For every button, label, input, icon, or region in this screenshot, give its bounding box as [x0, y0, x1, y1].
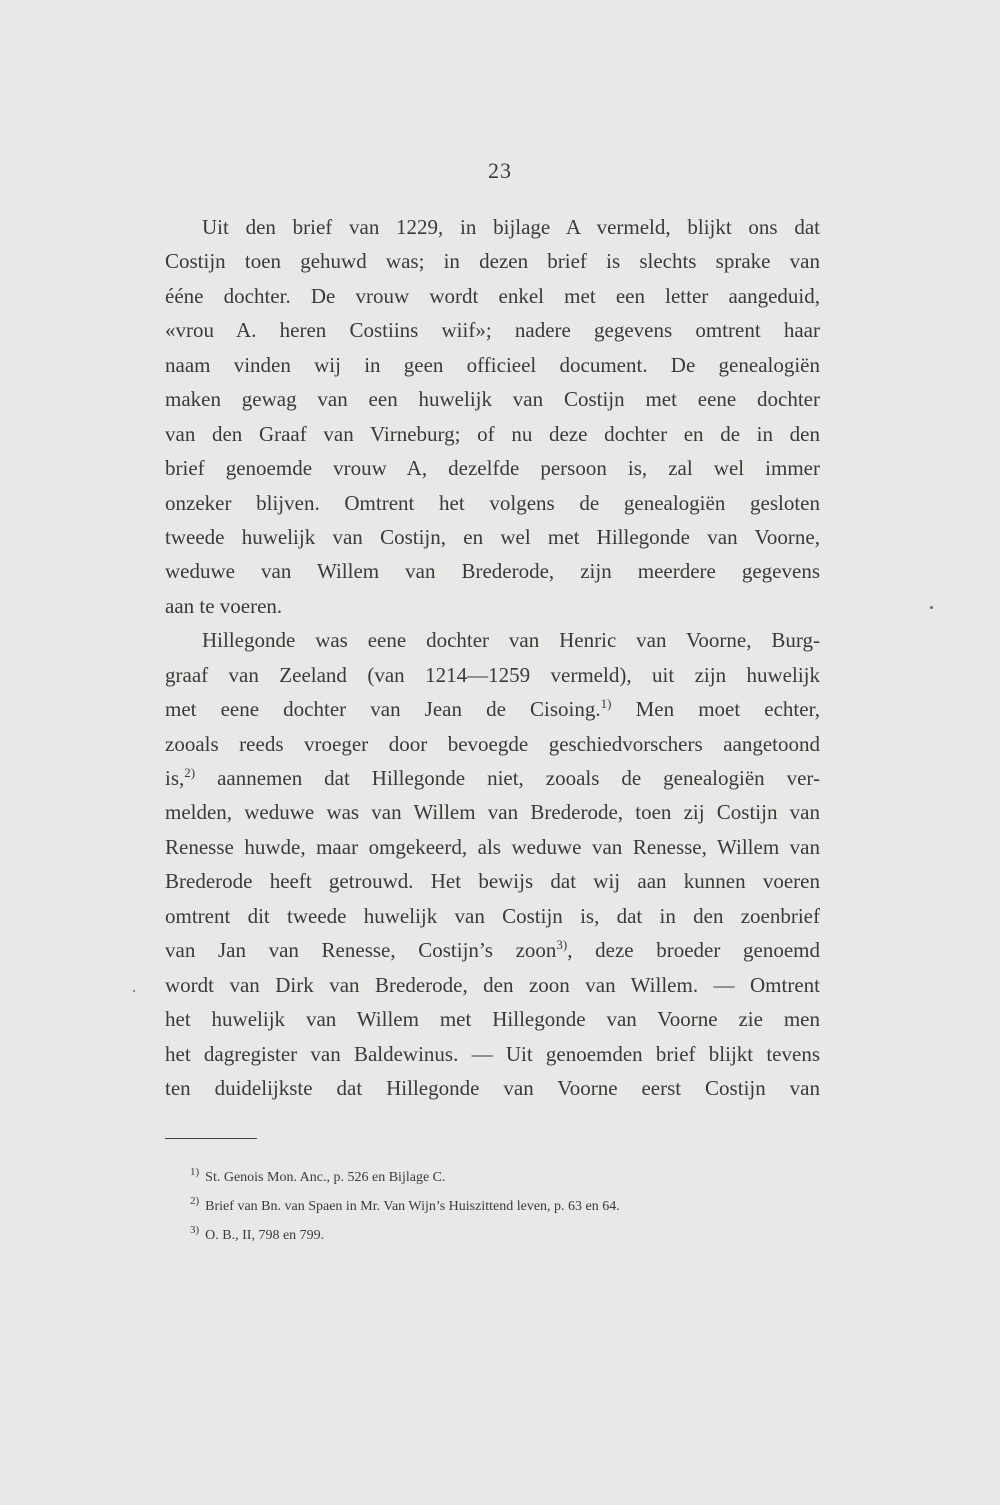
footnote-text: St. Genois Mon. Anc., p. 526 en Bijlage C.	[205, 1170, 446, 1185]
footnote-mark: 3)	[190, 1224, 200, 1237]
footnote-mark: 2)	[190, 1195, 200, 1208]
body-text	[165, 210, 820, 1105]
text-line: het huwelijk van Willem met Hillegonde van Voorne zie men	[165, 1007, 820, 1032]
text-line: brief genoemde vrouw A, dezelfde persoon is, zal wel immer	[165, 456, 820, 481]
text-line: aan te voeren.	[165, 593, 283, 618]
scan-speck	[930, 606, 933, 609]
text-segment: Men moet echter,	[611, 697, 820, 722]
text-line: Hillegonde was eene dochter van Henric van Voorne, Burg-	[202, 628, 820, 653]
text-line: Uit den brief van 1229, in bijlage A vermeld, blijkt ons dat	[202, 215, 820, 239]
footnote-text: Brief van Bn. van Spaen in Mr. Van Wijn’s Huiszittend leven, p. 63 en 64.	[205, 1199, 620, 1214]
text-line: ten duidelijkste dat Hillegonde van Voorne eerst Costijn van	[165, 1075, 820, 1100]
note-mark: 3)	[556, 937, 568, 953]
note-mark: 2)	[184, 765, 196, 780]
footnote-text: O. B., II, 798 en 799.	[205, 1228, 325, 1243]
text-line: naam vinden wij in geen officieel document. De genealogiën	[165, 352, 820, 377]
text-line: «vrou A. heren Costiins wiif»; nadere gegevens omtrent haar	[165, 318, 820, 343]
footnote-item	[190, 1163, 830, 1192]
text-line: wordt van Dirk van Brederode, den zoon van Willem. — Omtrent	[165, 972, 820, 997]
text-segment: met eene dochter van Jean de Cisoing.	[165, 697, 601, 722]
text-line: maken gewag van een huwelijk van Costijn met eene dochter	[165, 387, 820, 412]
text-line: Brederode heeft getrouwd. Het bewijs dat wij aan kunnen voeren	[165, 869, 820, 894]
footnotes	[190, 1163, 830, 1250]
text-segment: aannemen dat Hillegonde niet, zooals de genealogiën ver-	[195, 766, 820, 790]
text-line: Costijn toen gehuwd was; in dezen brief is slechts sprake van	[165, 249, 820, 274]
text-line-with-note	[165, 933, 820, 967]
text-line: weduwe van Willem van Brederode, zijn meerdere gegevens	[165, 559, 820, 584]
footnote-item	[190, 1192, 830, 1221]
footnote-item	[190, 1221, 830, 1250]
text-line: het dagregister van Baldewinus. — Uit genoemden brief blijkt tevens	[165, 1041, 820, 1066]
text-segment: is,	[165, 766, 185, 790]
text-line: zooals reeds vroeger door bevoegde geschiedvorschers aangetoond	[165, 731, 820, 756]
text-segment: , deze broeder genoemd	[567, 938, 820, 963]
note-mark: 1)	[600, 696, 612, 712]
footnote-rule	[165, 1138, 257, 1139]
scan-speck	[133, 990, 135, 992]
text-line: ééne dochter. De vrouw wordt enkel met een letter aangeduid,	[165, 283, 820, 308]
text-line: tweede huwelijk van Costijn, en wel met Hillegonde van Voorne,	[165, 524, 820, 549]
text-line: onzeker blijven. Omtrent het volgens de genealogiën gesloten	[165, 490, 820, 515]
text-line: van den Graaf van Virneburg; of nu deze dochter en de in den	[165, 421, 820, 446]
text-segment: van Jan van Renesse, Costijn’s zoon	[165, 938, 557, 963]
text-line-with-note	[165, 761, 820, 795]
text-line-with-note	[165, 692, 820, 726]
page-number: 23	[488, 158, 512, 183]
text-line: melden, weduwe was van Willem van Brederode, toen zij Costijn van	[165, 800, 820, 825]
text-line: omtrent dit tweede huwelijk van Costijn is, dat in den zoenbrief	[165, 903, 820, 928]
footnote-mark: 1)	[190, 1166, 200, 1179]
text-line: Renesse huwde, maar omgekeerd, als weduwe van Renesse, Willem van	[165, 834, 820, 859]
text-line: graaf van Zeeland (van 1214—1259 vermeld), uit zijn huwelijk	[165, 662, 820, 687]
